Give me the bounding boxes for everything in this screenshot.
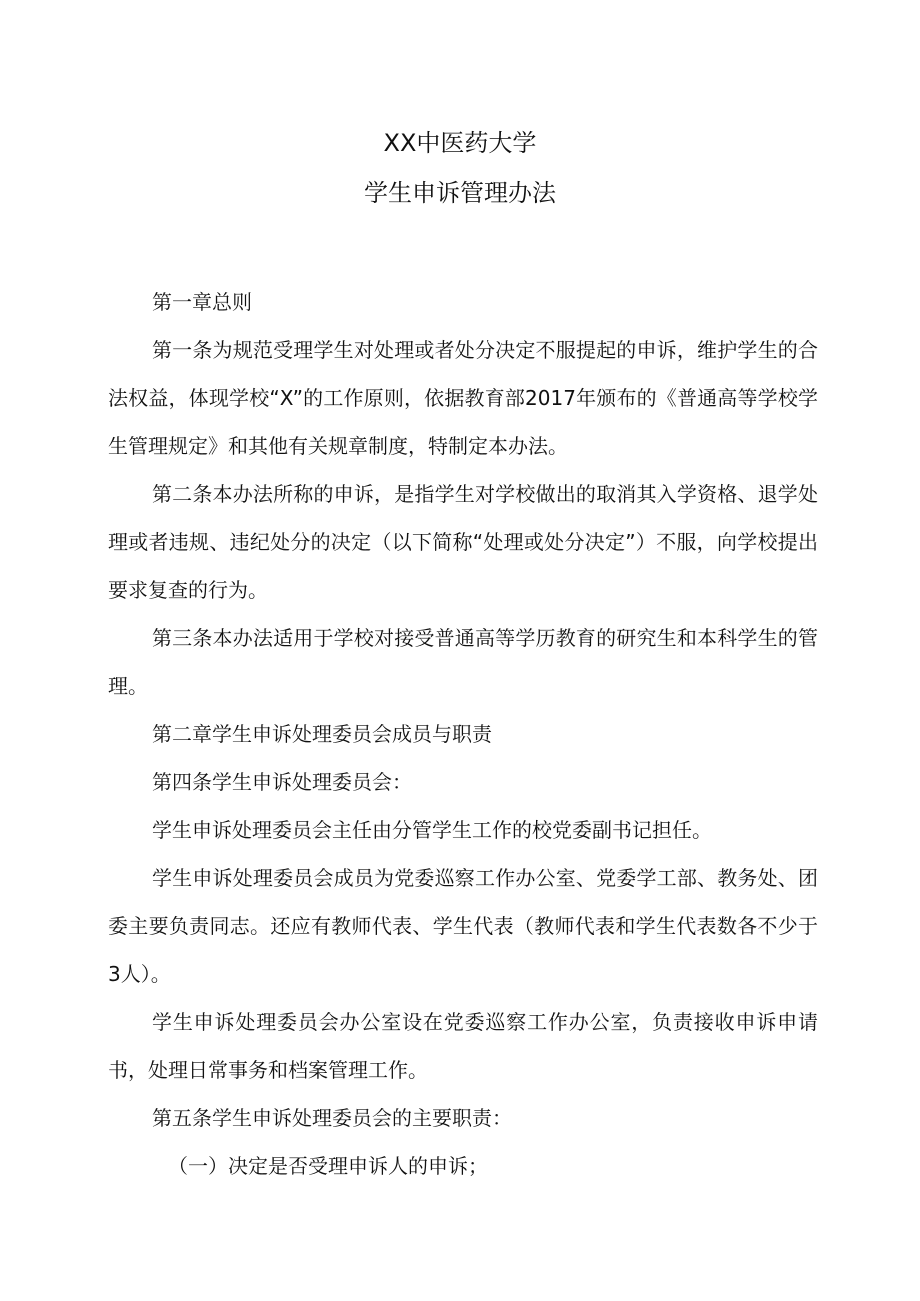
- article-5: 第五条学生申诉处理委员会的主要职责：: [152, 1106, 512, 1130]
- document-body: [108, 278, 818, 1190]
- article-4: 第四条学生申诉处理委员会：: [152, 770, 412, 794]
- article-4-para-3: 学生申诉处理委员会办公室设在党委巡察工作办公室，负责接收申诉申请书，处理日常事务和档案管理工作。: [108, 1010, 818, 1082]
- article-4-para-2: 学生申诉处理委员会成员为党委巡察工作办公室、党委学工部、教务处、团委主要负责同志。还应有教师代表、学生代表（教师代表和学生代表数各不少于3人）。: [108, 866, 818, 986]
- title-regulation: 学生申诉管理办法: [364, 179, 556, 207]
- article-5-item-1: （一）决定是否受理申诉人的申诉；: [168, 1154, 488, 1178]
- title-university: XX中医药大学: [383, 129, 537, 157]
- article-2: 第二条本办法所称的申诉，是指学生对学校做出的取消其入学资格、退学处理或者违规、违纪处分的决定（以下简称“处理或处分决定”）不服，向学校提出要求复查的行为。: [108, 482, 818, 602]
- document-title: [0, 128, 920, 208]
- article-4-para-1: 学生申诉处理委员会主任由分管学生工作的校党委副书记担任。: [152, 818, 712, 842]
- article-3: 第三条本办法适用于学校对接受普通高等学历教育的研究生和本科学生的管理。: [108, 626, 818, 698]
- chapter-heading-1: 第一章总则: [152, 290, 252, 314]
- article-1: 第一条为规范受理学生对处理或者处分决定不服提起的申诉，维护学生的合法权益，体现学校“X”的工作原则，依据教育部2017年颁布的《普通高等学校学生管理规定》和其他有关规章制度，特制定本办法。: [108, 338, 818, 458]
- chapter-heading-2: 第二章学生申诉处理委员会成员与职责: [152, 722, 492, 746]
